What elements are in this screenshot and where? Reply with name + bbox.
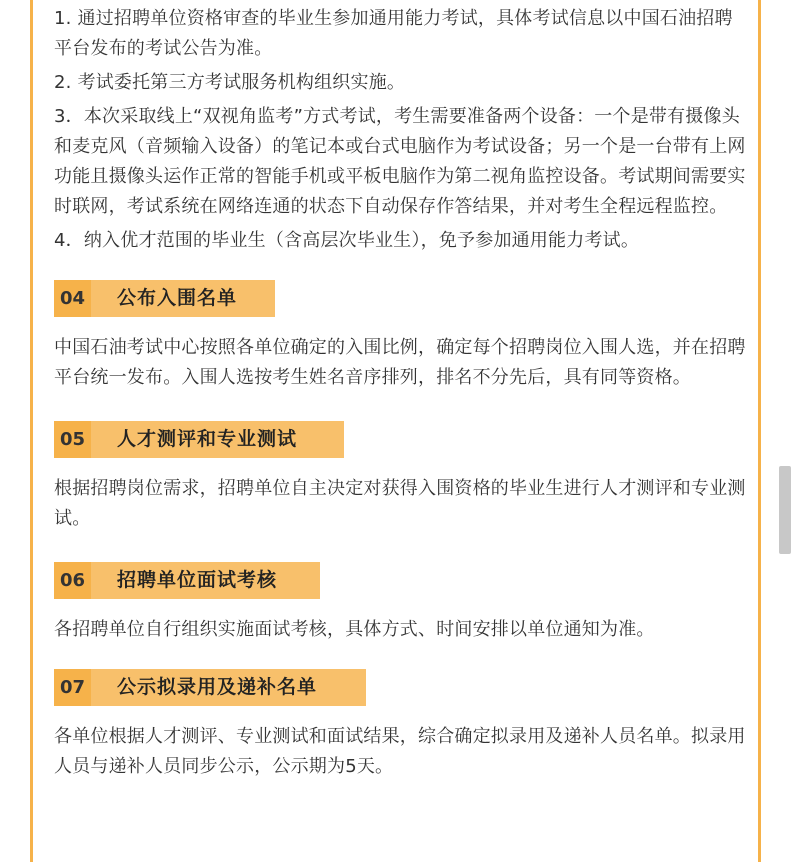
article-content — [54, 4, 750, 782]
section-number: 04 — [54, 280, 91, 317]
section-header-06 — [54, 562, 320, 599]
article-card — [30, 0, 761, 862]
section-header-07 — [54, 669, 366, 706]
section-title: 公布入围名单 — [117, 287, 238, 309]
section-title: 公示拟录用及递补名单 — [117, 676, 318, 698]
section-number: 06 — [54, 562, 91, 599]
section-number: 05 — [54, 421, 91, 458]
scrollbar-thumb[interactable] — [779, 466, 791, 554]
intro-item-3: 3．本次采取线上“双视角监考”方式考试，考生需要准备两个设备：一个是带有摄像头和麦克风（音频输入设备）的笔记本或台式电脑作为考试设备；另一个是一台带有上网功能且摄像头运作正常的智能手机或平板电脑作为第二视角监控设备。考试期间需要实时联网，考试系统在网络连通的状态下自动保存作答结果，并对考生全程远程监控。 — [54, 106, 746, 217]
scrollbar[interactable] — [775, 0, 795, 862]
section-title: 招聘单位面试考核 — [117, 569, 278, 591]
intro-item-1: 1. 通过招聘单位资格审查的毕业生参加通用能力考试，具体考试信息以中国石油招聘平台发布的考试公告为准。 — [54, 8, 733, 59]
section-body-06: 各招聘单位自行组织实施面试考核，具体方式、时间安排以单位通知为准。 — [54, 619, 655, 640]
section-title: 人才测评和专业测试 — [117, 428, 298, 450]
intro-item-2: 2. 考试委托第三方考试服务机构组织实施。 — [54, 72, 406, 93]
section-body-04: 中国石油考试中心按照各单位确定的入围比例，确定每个招聘岗位入围人选，并在招聘平台统一发布。入围人选按考生姓名音序排列，排名不分先后，具有同等资格。 — [54, 337, 746, 388]
section-body-07: 各单位根据人才测评、专业测试和面试结果，综合确定拟录用及递补人员名单。拟录用人员与递补人员同步公示，公示期为5天。 — [54, 726, 746, 777]
intro-item-4: 4．纳入优才范围的毕业生（含高层次毕业生），免予参加通用能力考试。 — [54, 230, 640, 251]
section-body-05: 根据招聘岗位需求，招聘单位自主决定对获得入围资格的毕业生进行人才测评和专业测试。 — [54, 478, 746, 529]
section-header-05 — [54, 421, 344, 458]
section-number: 07 — [54, 669, 91, 706]
section-header-04 — [54, 280, 275, 317]
